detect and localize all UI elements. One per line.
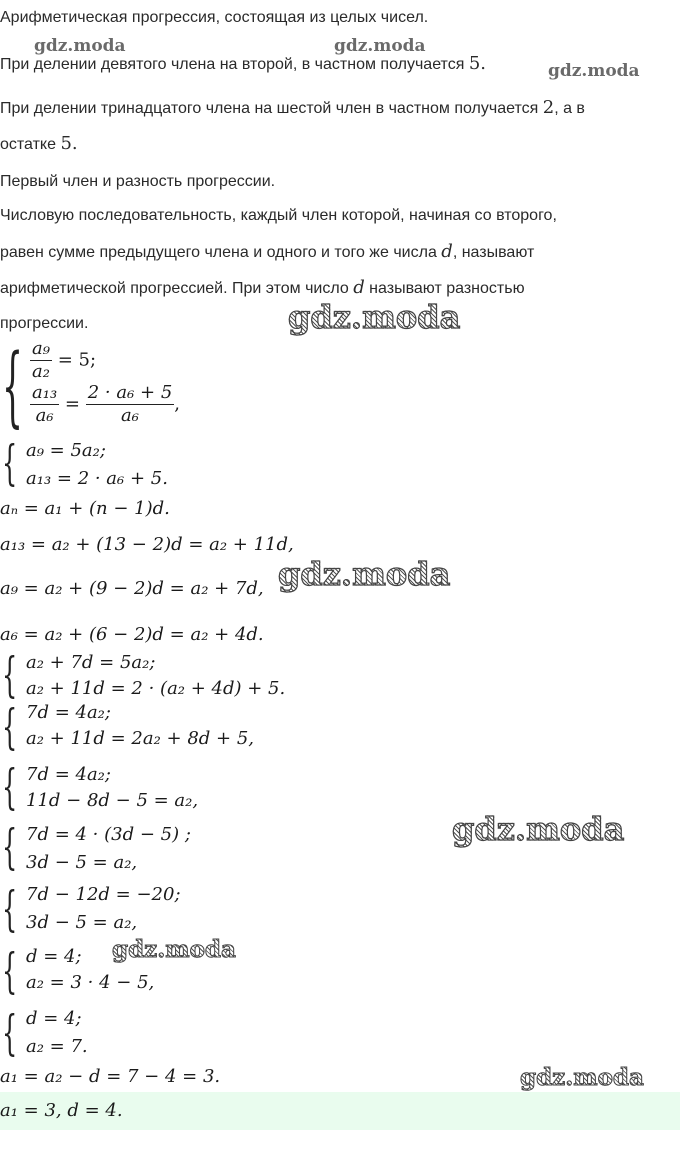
problem-line-5: Первый член и разность прогрессии. — [0, 173, 276, 190]
system-brace: { — [2, 944, 18, 1000]
system2-line2 — [26, 468, 168, 490]
fraction — [30, 382, 59, 427]
definition-line-2-var: d — [441, 241, 453, 262]
problem-line-1: Арифметическая прогрессия, состоящая из целых чисел. — [0, 9, 429, 26]
system4-line2-text: a₂ + 11d = 2a₂ + 8d + 5, — [26, 728, 255, 749]
definition-line-4: прогрессии. — [0, 315, 89, 332]
system6-line2-text: 3d − 5 = a₂, — [26, 852, 138, 873]
definition-line-1: Числовую последовательность, каждый член которой, начиная со второго, — [0, 207, 557, 224]
fraction-numerator: a₁₃ — [32, 382, 58, 403]
formula-general-term-text: aₙ = a₁ + (n − 1)d. — [0, 498, 170, 519]
system-brace: { — [2, 436, 18, 492]
system3-line2-text: a₂ + 11d = 2 · (a₂ + 4d) + 5. — [26, 678, 286, 699]
system9-line2 — [26, 1036, 88, 1058]
system5-line2 — [26, 790, 198, 812]
definition-line-3 — [0, 278, 525, 299]
formula-a9 — [0, 578, 264, 600]
definition-line-2 — [0, 242, 534, 263]
problem-line-3-value: 2 — [542, 97, 555, 118]
system6-line1-text: 7d = 4 · (3d − 5) ; — [26, 824, 191, 845]
definition-line-2-text: равен сумме предыдущего члена и одного и того же числа — [0, 244, 442, 261]
fraction-numerator: a₉ — [32, 338, 50, 359]
watermark: gdz.moda — [112, 936, 236, 963]
fraction-denominator: a₂ — [32, 361, 50, 382]
system-brace: { — [2, 760, 18, 816]
system4-line1-text: 7d = 4a₂; — [26, 702, 111, 723]
answer-text — [0, 1100, 123, 1122]
comma: , — [174, 393, 181, 415]
formula-a6-text: a₆ = a₂ + (6 − 2)d = a₂ + 4d. — [0, 624, 264, 645]
system2-line1 — [26, 440, 106, 462]
system-brace: { — [2, 700, 18, 756]
system8-line1 — [26, 946, 82, 968]
formula-a13 — [0, 534, 294, 556]
watermark: gdz.moda — [278, 555, 451, 593]
watermark: gdz.moda — [334, 36, 426, 56]
definition-line-3-text: арифметической прогрессией. При этом число — [0, 280, 354, 297]
system7-line1 — [26, 884, 181, 906]
system9-line1-text: d = 4; — [26, 1008, 82, 1029]
problem-line-3 — [0, 98, 585, 119]
system3-line1-text: a₂ + 7d = 5a₂; — [26, 652, 156, 673]
formula-a1 — [0, 1066, 220, 1088]
formula-a9-text: a₉ = a₂ + (9 − 2)d = a₂ + 7d, — [0, 578, 264, 599]
system-brace: { — [2, 820, 18, 876]
formula-a1-text: a₁ = a₂ − d = 7 − 4 = 3. — [0, 1066, 221, 1087]
fraction — [30, 338, 52, 383]
fraction-denominator: a₆ — [35, 405, 54, 426]
watermark: gdz.moda — [520, 1064, 644, 1091]
system5-line2-text: 11d − 8d − 5 = a₂, — [26, 790, 199, 811]
definition-line-2-tail: , называют — [452, 244, 535, 261]
problem-line-4-text: остатке — [0, 136, 61, 153]
definition-line-3-tail: называют разностью — [364, 280, 525, 297]
system7-line1-text: 7d − 12d = −20; — [26, 884, 181, 905]
system7-line2-text: 3d − 5 = a₂, — [26, 912, 138, 933]
formula-general-term — [0, 498, 170, 520]
system1-eq1 — [30, 338, 96, 383]
watermark: gdz.moda — [288, 298, 461, 336]
system5-line1-text: 7d = 4a₂; — [26, 764, 111, 785]
problem-line-3-tail: , а в — [554, 100, 585, 117]
system9-line2-text: a₂ = 7. — [26, 1036, 88, 1057]
formula-a13-text: a₁₃ = a₂ + (13 − 2)d = a₂ + 11d, — [0, 534, 294, 555]
problem-line-2 — [0, 54, 486, 75]
definition-line-3-var: d — [353, 277, 365, 298]
system-brace: { — [2, 648, 18, 704]
system2-line2-text: a₁₃ = 2 · a₆ + 5. — [26, 468, 168, 489]
system9-line1 — [26, 1008, 82, 1030]
system7-line2 — [26, 912, 137, 934]
system4-line1 — [26, 702, 111, 724]
problem-line-3-text: При делении тринадцатого члена на шестой член в частном получается — [0, 100, 543, 117]
fraction-denominator: a₆ — [121, 405, 139, 426]
equals-sign: = — [64, 393, 80, 415]
formula-a6 — [0, 624, 264, 646]
problem-line-4 — [0, 134, 78, 155]
system8-line1-text: d = 4; — [26, 946, 82, 967]
system-brace: { — [2, 1006, 18, 1062]
system1-eq2 — [30, 382, 180, 427]
system3-line2 — [26, 678, 285, 700]
problem-line-4-value: 5. — [60, 133, 78, 154]
fraction-numerator: 2 · a₆ + 5 — [87, 382, 173, 403]
system-brace: { — [2, 336, 24, 438]
fraction — [86, 382, 175, 427]
watermark: gdz.moda — [34, 36, 126, 56]
watermark: gdz.moda — [452, 810, 625, 848]
system3-line1 — [26, 652, 155, 674]
system1-eq1-rhs: = 5; — [57, 349, 97, 371]
system8-line2 — [26, 972, 154, 994]
system6-line1 — [26, 824, 191, 846]
system8-line2-text: a₂ = 3 · 4 − 5, — [26, 972, 155, 993]
system4-line2 — [26, 728, 254, 750]
answer-formula: a₁ = 3, d = 4. — [0, 1100, 123, 1121]
problem-line-2-text: При делении девятого члена на второй, в частном получается — [0, 56, 469, 73]
watermark: gdz.moda — [548, 61, 640, 81]
system6-line2 — [26, 852, 137, 874]
system-brace: { — [2, 882, 18, 938]
problem-line-2-value: 5. — [468, 53, 486, 74]
answer-box — [0, 1092, 680, 1130]
system5-line1 — [26, 764, 111, 786]
system2-line1-text: a₉ = 5a₂; — [26, 440, 106, 461]
